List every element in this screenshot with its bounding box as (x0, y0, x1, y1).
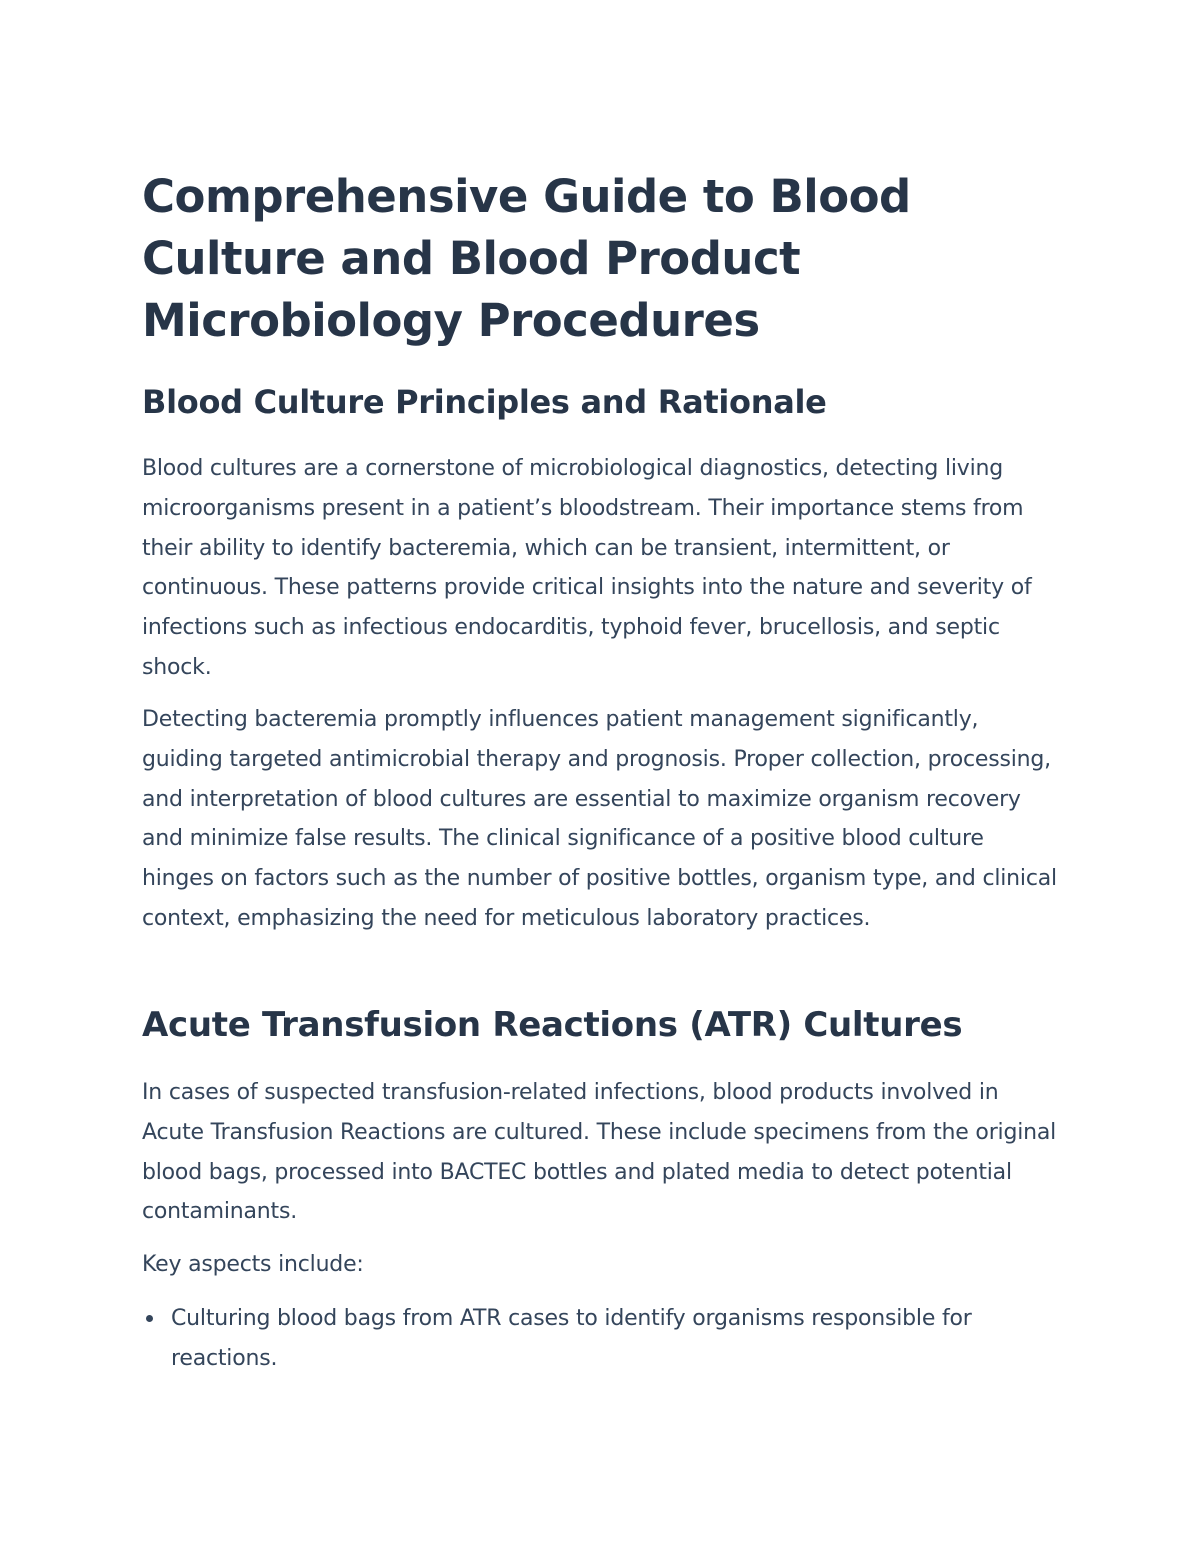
key-aspects-list (142, 1299, 1062, 1379)
list-item-text: Culturing blood bags from ATR cases to identify organisms responsible for reactions. (171, 1306, 972, 1371)
paragraph: Detecting bacteremia promptly influences patient management significantly, guiding targeted antimicrobial therapy and prognosis. Proper collection, processing, and interpretation of blood cultures are essential to maximize organism recovery and minimize false results. The clinical significance of a positive blood culture hinges on factors such as the number of positive bottles, organism type, and clinical context, emphasizing the need for meticulous laboratory practices. (142, 707, 1057, 931)
bullet-icon (146, 1315, 153, 1322)
paragraph: Key aspects include: (142, 1252, 364, 1277)
section-heading-atr-cultures: Acute Transfusion Reactions (ATR) Cultures (142, 1005, 963, 1045)
document-title: Comprehensive Guide to Blood Culture and Blood Product Microbiology Procedures (142, 170, 911, 347)
list-item (142, 1299, 1062, 1379)
paragraph: In cases of suspected transfusion-related infections, blood products involved in Acute Transfusion Reactions are cultured. These include specimens from the original blood bags, processed into BACTEC bottles and plated media to detect potential contaminants. (142, 1080, 1057, 1225)
section-heading-blood-culture-principles: Blood Culture Principles and Rationale (142, 383, 827, 421)
paragraph: Blood cultures are a cornerstone of microbiological diagnostics, detecting living microorganisms present in a patient’s bloodstream. Their importance stems from their ability to identify bacteremia, which can be transient, intermittent, or continuous. These patterns provide critical insights into the nature and severity of infections such as infectious endocarditis, typhoid fever, brucellosis, and septic shock. (142, 456, 1032, 680)
